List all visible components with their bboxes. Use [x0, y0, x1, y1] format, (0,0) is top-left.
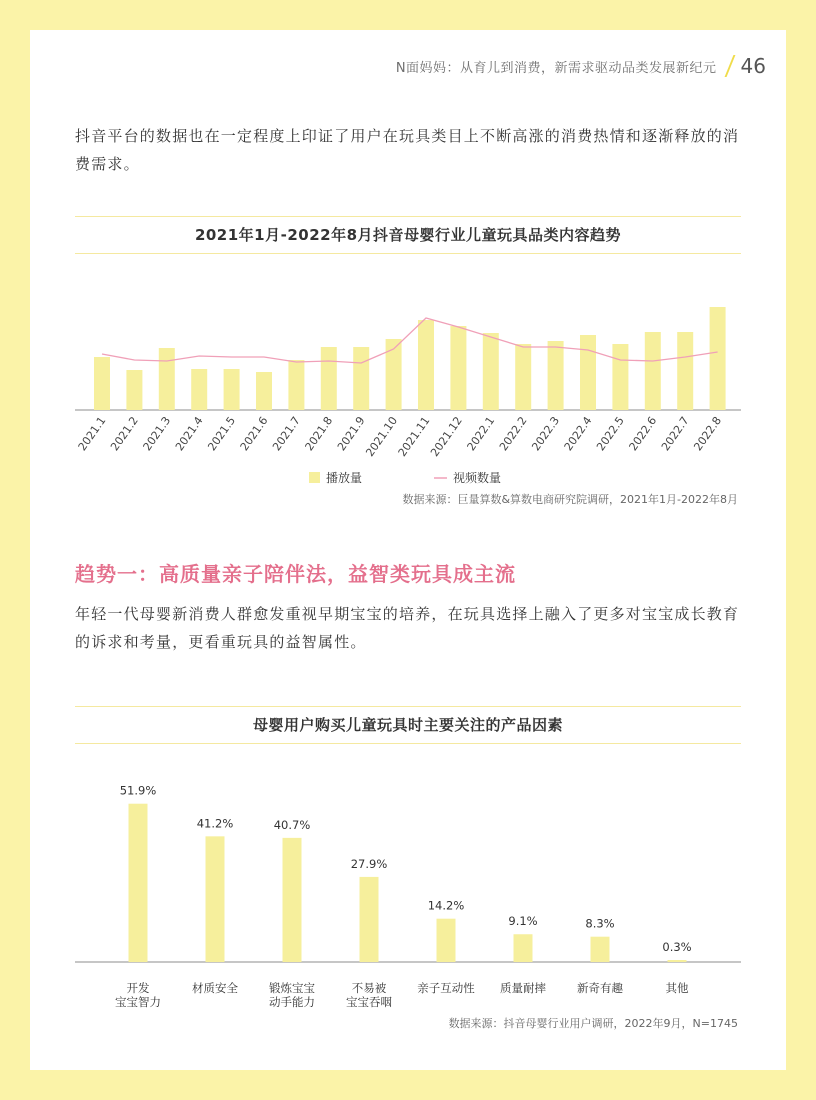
trend-bar: [515, 344, 531, 410]
factor-category-label: 宝宝吞咽: [346, 995, 392, 1009]
trend-bar: [645, 332, 661, 410]
trend-x-tick-label: 2021.7: [270, 414, 303, 454]
trend-bar: [126, 370, 142, 410]
trend-x-tick-label: 2022.2: [496, 414, 530, 454]
factor-category-label: 动手能力: [269, 995, 315, 1009]
factor-value-label: 14.2%: [427, 898, 465, 913]
trend-bar: [288, 360, 304, 410]
factor-category-label: 新奇有趣: [577, 981, 623, 995]
trend-x-tick-label: 2022.1: [464, 414, 498, 454]
trend-x-tick-label: 2021.4: [172, 414, 206, 454]
trend-x-tick-label: 2021.3: [140, 414, 174, 454]
factors-chart: [75, 706, 741, 1009]
factor-bar: [437, 919, 456, 962]
legend-bar-swatch: [309, 472, 320, 483]
factor-bar: [283, 838, 302, 962]
trend-x-tick-label: 2021.10: [363, 414, 401, 459]
trend-x-tick-label: 2022.6: [626, 414, 660, 454]
report-page: [30, 30, 786, 1070]
trend-chart-title: 2021年1月-2022年8月抖音母婴行业儿童玩具品类内容趋势: [75, 217, 741, 254]
factor-value-label: 27.9%: [350, 856, 388, 871]
factors-chart-title: 母婴用户购买儿童玩具时主要关注的产品因素: [75, 707, 741, 744]
trend-bar: [94, 357, 110, 410]
trend-x-tick-label: 2022.8: [691, 414, 725, 454]
trend-bar: [483, 333, 499, 410]
trend-x-tick-label: 2021.1: [75, 414, 109, 454]
trend-section-paragraph: 年轻一代母婴新消费人群愈发重视早期宝宝的培养，在玩具选择上融入了更多对宝宝成长教育的诉求和考量，更看重玩具的益智属性。: [75, 605, 740, 651]
trend-bar: [548, 341, 564, 410]
factor-bar: [129, 804, 148, 962]
trend-chart: [75, 216, 741, 508]
trend-section-title: 趋势一：高质量亲子陪伴法，益智类玩具成主流: [75, 562, 516, 586]
trend-chart-source: 数据来源：巨量算数&算数电商研究院调研，2021年1月-2022年8月: [402, 493, 738, 506]
trend-bar: [580, 335, 596, 410]
trend-chart-svg: [75, 254, 741, 504]
trend-bar: [159, 348, 175, 410]
trend-x-tick-label: 2021.8: [302, 414, 336, 454]
trend-bar: [224, 369, 240, 410]
trend-x-tick-label: 2021.11: [395, 414, 433, 459]
header-title: N面妈妈：从育儿到消费，新需求驱动品类发展新纪元: [395, 60, 717, 76]
factor-value-label: 0.3%: [662, 940, 692, 954]
page-number: 46: [740, 54, 766, 78]
trend-x-tick-label: 2021.5: [205, 414, 239, 454]
factors-chart-source: 数据来源：抖音母婴行业用户调研，2022年9月，N=1745: [448, 1017, 738, 1030]
trend-bar: [256, 372, 272, 410]
trend-x-tick-label: 2021.6: [237, 414, 271, 454]
factor-bar: [591, 937, 610, 962]
trend-bar: [321, 347, 337, 410]
factor-value-label: 9.1%: [508, 914, 538, 929]
factor-value-label: 41.2%: [196, 816, 234, 831]
legend-bar-label: 播放量: [326, 471, 363, 485]
trend-x-tick-label: 2022.3: [529, 414, 563, 454]
trend-bar: [450, 326, 466, 410]
factor-category-label: 宝宝智力: [115, 995, 161, 1009]
trend-x-tick-label: 2021.2: [108, 414, 141, 454]
legend-line-label: 视频数量: [453, 471, 502, 485]
trend-bar: [418, 320, 434, 410]
factor-category-label: 材质安全: [192, 981, 238, 995]
factor-category-label: 质量耐摔: [500, 981, 546, 995]
factor-category-label: 开发: [126, 981, 150, 995]
page-header: [396, 54, 766, 78]
factor-bar: [360, 877, 379, 962]
factor-bar: [206, 836, 225, 962]
factors-chart-svg: [75, 744, 741, 1009]
factor-bar: [668, 960, 687, 962]
trend-x-tick-label: 2022.7: [658, 414, 692, 454]
factor-value-label: 8.3%: [585, 916, 615, 931]
trend-bar: [677, 332, 693, 410]
trend-bar: [612, 344, 628, 410]
intro-paragraph: 抖音平台的数据也在一定程度上印证了用户在玩具类目上不断高涨的消费热情和逐渐释放的消费需求。: [75, 127, 740, 173]
factor-category-label: 锻炼宝宝: [269, 981, 315, 995]
factor-category-label: 亲子互动性: [417, 981, 475, 995]
factor-value-label: 51.9%: [119, 783, 157, 798]
factor-bar: [514, 934, 533, 962]
trend-bar: [191, 369, 207, 410]
trend-bar: [353, 347, 369, 410]
header-divider: [724, 55, 735, 77]
factor-value-label: 40.7%: [273, 817, 311, 832]
factor-category-label: 不易被: [351, 981, 387, 995]
factor-category-label: 其他: [665, 981, 689, 995]
trend-x-tick-label: 2022.5: [594, 414, 627, 454]
trend-x-tick-label: 2021.9: [334, 414, 368, 454]
trend-bar: [710, 307, 726, 410]
trend-x-tick-label: 2021.12: [428, 414, 465, 459]
trend-x-tick-label: 2022.4: [561, 414, 595, 454]
